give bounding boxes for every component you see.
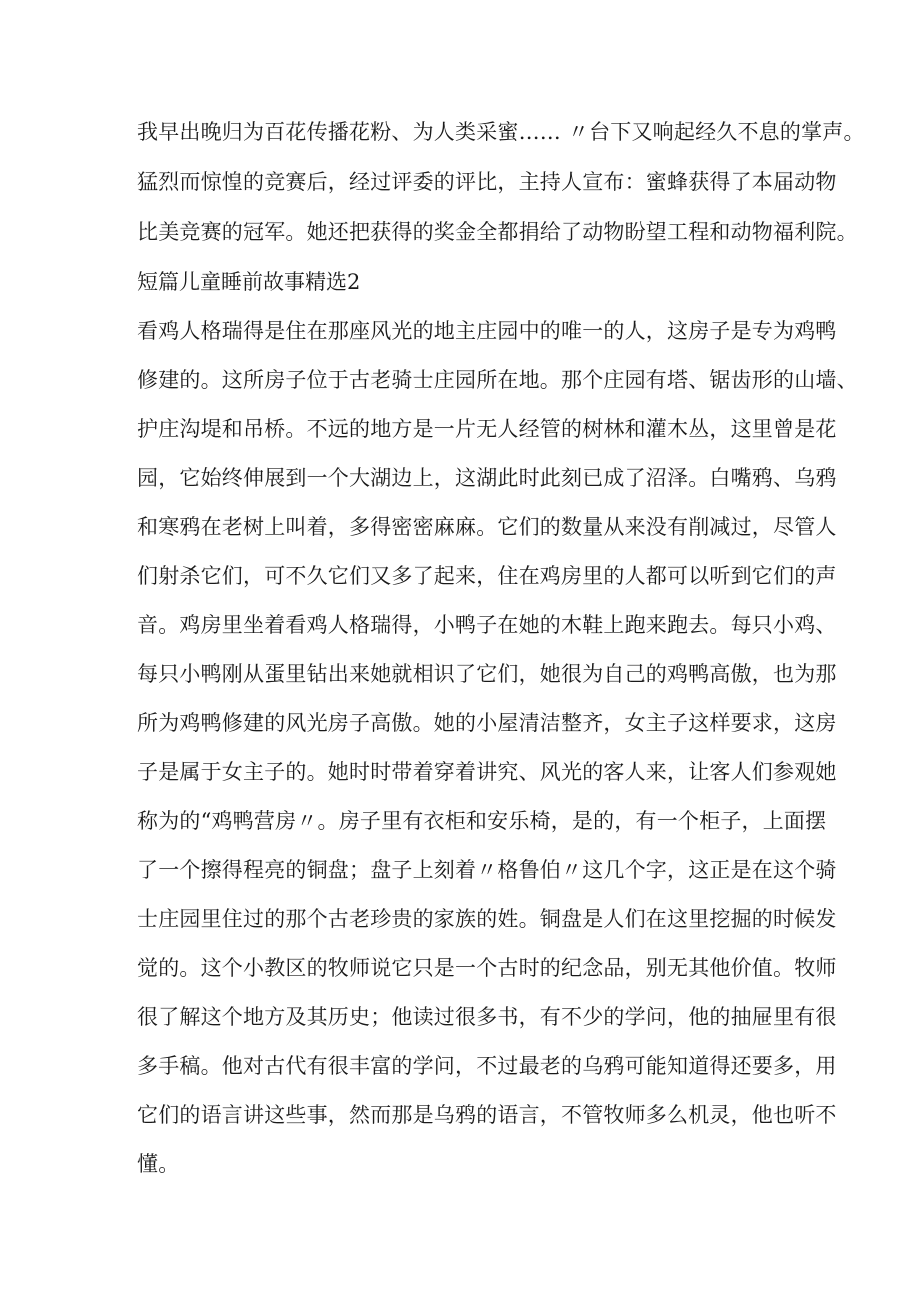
story-line: 修建的。这所房子位于古老骑士庄园所在地。那个庄园有塔、锯齿形的山墙、 [137,368,858,392]
story-line: 多手稿。他对古代有很丰富的学问，不过最老的乌鸦可能知道得还要多，用 [137,1054,837,1078]
story-line: 它们的语言讲这些事，然而那是乌鸦的语言，不管牧师多么机灵，他也听不 [137,1103,837,1127]
story-line: 音。鸡房里坐着看鸡人格瑞得，小鸭子在她的木鞋上跑来跑去。每只小鸡、 [137,613,837,637]
story-line: 每只小鸭刚从蛋里钻出来她就相识了它们，她很为自己的鸡鸭高傲，也为那 [137,662,837,686]
story-line: 觉的。这个小教区的牧师说它只是一个古时的纪念品，别无其他价值。牧师 [137,956,837,980]
intro-line: 猛烈而惊惶的竞赛后，经过评委的评比，主持人宣布：蜜蜂获得了本届动物 [137,170,837,194]
story-line: 称为的“鸡鸭营房〃。房子里有衣柜和安乐椅，是的，有一个柜子，上面摆 [137,809,827,833]
intro-line: 比美竞赛的冠军。她还把获得的奖金全都捐给了动物盼望工程和动物福利院。 [137,220,858,244]
story-line: 士庄园里住过的那个古老珍贵的家族的姓。铜盘是人们在这里挖掘的时候发 [137,907,837,931]
story-line: 很了解这个地方及其历史；他读过很多书，有不少的学问，他的抽屉里有很 [137,1005,837,1029]
story-line: 们射杀它们，可不久它们又多了起来，住在鸡房里的人都可以听到它们的声 [137,564,837,588]
story-line: 看鸡人格瑞得是住在那座风光的地主庄园中的唯一的人，这房子是专为鸡鸭 [137,319,837,343]
story-line: 懂。 [137,1152,180,1176]
story-line: 了一个擦得程亮的铜盘；盘子上刻着〃格鲁伯〃这几个字，这正是在这个骑 [137,858,837,882]
story-line: 所为鸡鸭修建的风光房子高傲。她的小屋清洁整齐，女主子这样要求，这房 [137,711,837,735]
section-heading: 短篇儿童睡前故事精选2 [137,270,361,294]
intro-line: 我早出晚归为百花传播花粉、为人类采蜜…… 〃台下又响起经久不息的掌声。 [137,120,865,144]
story-line: 护庄沟堤和吊桥。不远的地方是一片无人经管的树林和灌木丛，这里曾是花 [137,417,837,441]
story-line: 园，它始终伸展到一个大湖边上，这湖此时此刻已成了沼泽。白嘴鸦、乌鸦 [137,466,837,490]
story-line: 和寒鸦在老树上叫着，多得密密麻麻。它们的数量从来没有削减过，尽管人 [137,515,837,539]
story-line: 子是属于女主子的。她时时带着穿着讲究、风光的客人来，让客人们参观她 [137,760,837,784]
